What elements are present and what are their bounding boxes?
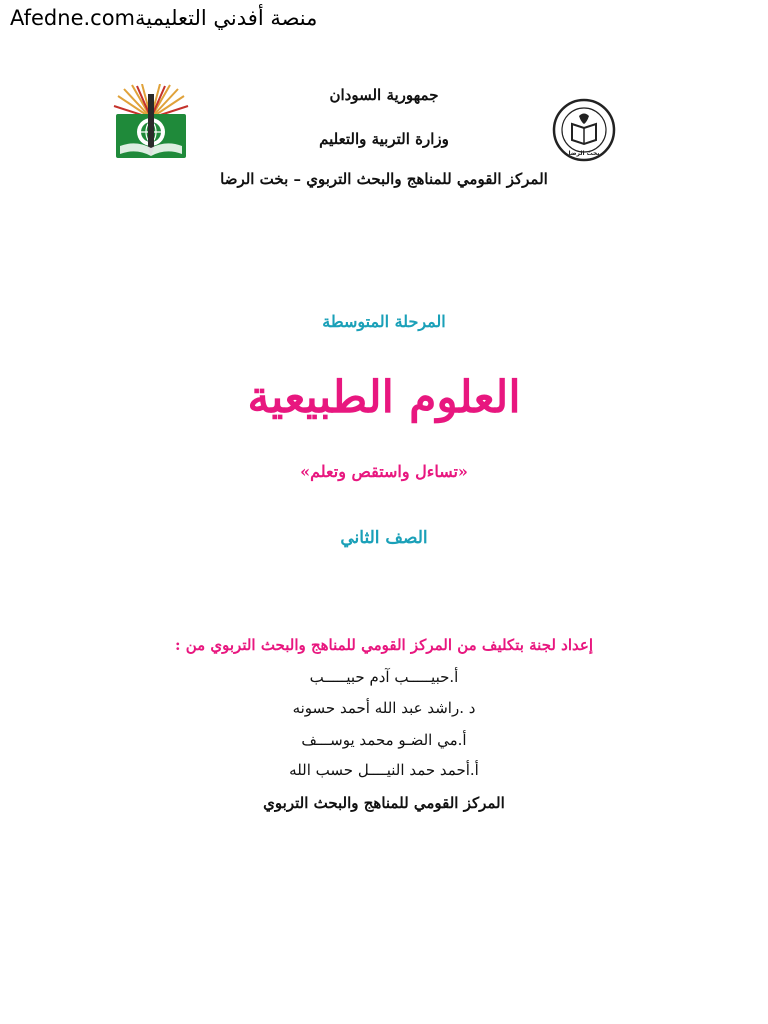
author-line: أ.مي الضـو محمد يوســـف [301,731,467,749]
prepared-by-line: إعداد لجنة بتكليف من المركز القومي للمناهج والبحث التربوي من : [174,636,594,654]
credits-footer: المركز القومي للمناهج والبحث التربوي [263,794,505,812]
seal-caption: بخت الرضا [568,150,600,157]
author-line: أ.أحمد حمد النيــــل حسب الله [289,761,479,779]
author-line: أ.حبيـــــب آدم حبيـــــب [309,668,459,686]
watermark-text: منصة أفدني التعليميةAfedne.com [10,6,318,30]
school-stage: المرحلة المتوسطة [322,312,446,331]
country-name: جمهورية السودان [329,86,439,104]
center-name: المركز القومي للمناهج والبحث التربوي – بخت الرضا [220,170,548,188]
ministry-name: وزارة التربية والتعليم [319,130,449,148]
book-subtitle: «تساءل واستقص وتعلم» [300,462,468,481]
book-title: العلوم الطبيعية [247,372,521,423]
grade-label: الصف الثاني [340,528,428,548]
author-line: د .راشد عبد الله أحمد حسونه [292,699,476,717]
